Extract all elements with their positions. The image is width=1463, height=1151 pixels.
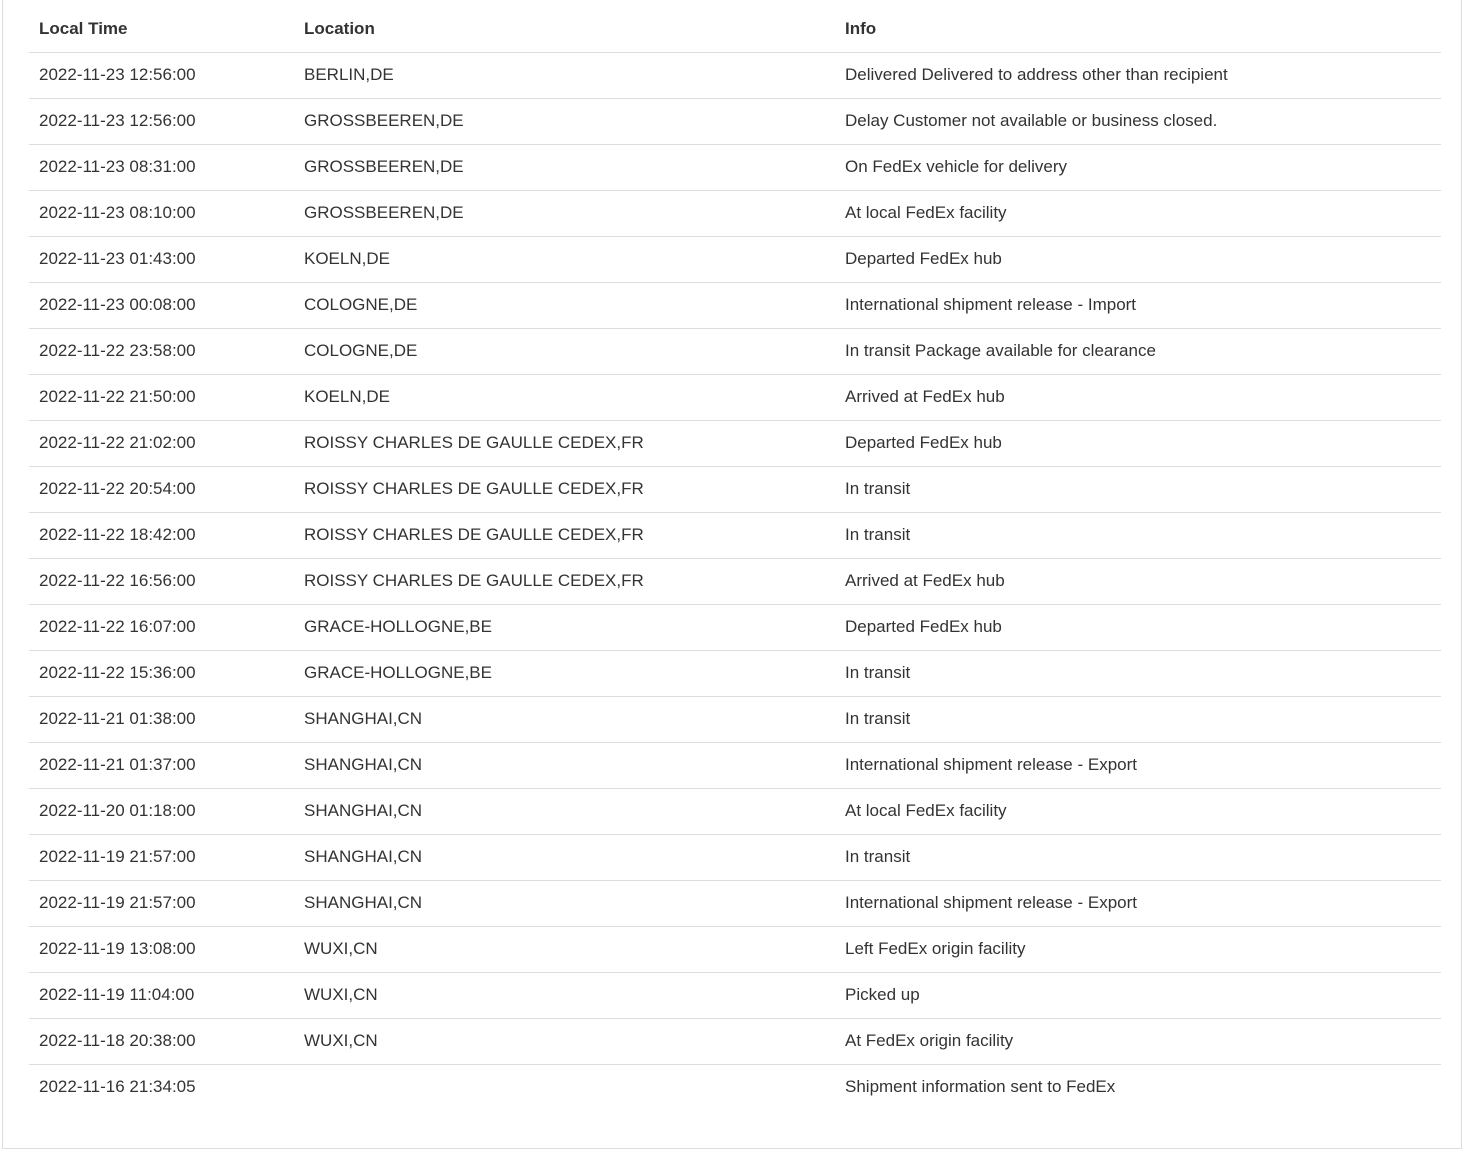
cell-location: KOELN,DE: [294, 236, 835, 282]
cell-local-time: 2022-11-19 13:08:00: [29, 926, 294, 972]
cell-local-time: 2022-11-23 12:56:00: [29, 98, 294, 144]
cell-info: International shipment release - Import: [835, 282, 1441, 328]
table-row: [29, 236, 1441, 282]
table-row: [29, 512, 1441, 558]
cell-local-time: 2022-11-22 20:54:00: [29, 466, 294, 512]
cell-info: At local FedEx facility: [835, 788, 1441, 834]
table-header: [29, 6, 1441, 52]
cell-local-time: 2022-11-16 21:34:05: [29, 1064, 294, 1110]
table-row: [29, 282, 1441, 328]
cell-info: Departed FedEx hub: [835, 604, 1441, 650]
cell-location: SHANGHAI,CN: [294, 696, 835, 742]
cell-location: COLOGNE,DE: [294, 282, 835, 328]
table-row: [29, 466, 1441, 512]
cell-info: On FedEx vehicle for delivery: [835, 144, 1441, 190]
cell-info: International shipment release - Export: [835, 742, 1441, 788]
tracking-history-table: [29, 6, 1441, 1110]
cell-location: WUXI,CN: [294, 972, 835, 1018]
cell-location: KOELN,DE: [294, 374, 835, 420]
cell-info: In transit: [835, 696, 1441, 742]
table-body: [29, 52, 1441, 1110]
cell-info: Picked up: [835, 972, 1441, 1018]
cell-local-time: 2022-11-22 16:07:00: [29, 604, 294, 650]
cell-location: SHANGHAI,CN: [294, 834, 835, 880]
cell-local-time: 2022-11-23 08:10:00: [29, 190, 294, 236]
cell-location: GROSSBEEREN,DE: [294, 190, 835, 236]
cell-location: SHANGHAI,CN: [294, 880, 835, 926]
cell-local-time: 2022-11-22 23:58:00: [29, 328, 294, 374]
tracking-history-panel: [2, 0, 1462, 1149]
table-row: [29, 696, 1441, 742]
cell-local-time: 2022-11-19 11:04:00: [29, 972, 294, 1018]
cell-local-time: 2022-11-23 08:31:00: [29, 144, 294, 190]
table-row: [29, 834, 1441, 880]
cell-location: GRACE-HOLLOGNE,BE: [294, 650, 835, 696]
table-row: [29, 558, 1441, 604]
table-row: [29, 926, 1441, 972]
table-row: [29, 144, 1441, 190]
cell-location: WUXI,CN: [294, 1018, 835, 1064]
cell-info: Delivered Delivered to address other than recipient: [845, 65, 1228, 84]
table-row: [29, 374, 1441, 420]
cell-local-time: 2022-11-21 01:38:00: [29, 696, 294, 742]
table-row: [29, 880, 1441, 926]
table-row: [29, 1018, 1441, 1064]
cell-info: Shipment information sent to FedEx: [835, 1064, 1441, 1110]
cell-location: COLOGNE,DE: [294, 328, 835, 374]
cell-info: Left FedEx origin facility: [835, 926, 1441, 972]
cell-local-time: 2022-11-19 21:57:00: [29, 834, 294, 880]
cell-info: Delay Customer not available or business closed.: [835, 98, 1441, 144]
table-row: [29, 52, 1441, 98]
cell-location: ROISSY CHARLES DE GAULLE CEDEX,FR: [294, 466, 835, 512]
cell-local-time: 2022-11-22 21:50:00: [29, 374, 294, 420]
table-row: [29, 328, 1441, 374]
cell-location: SHANGHAI,CN: [294, 742, 835, 788]
cell-info: International shipment release - Export: [835, 880, 1441, 926]
cell-info: In transit: [835, 512, 1441, 558]
table-row: [29, 650, 1441, 696]
table-row: [29, 1064, 1441, 1110]
cell-local-time: 2022-11-23 01:43:00: [29, 236, 294, 282]
cell-location: BERLIN,DE: [304, 65, 394, 84]
cell-location: WUXI,CN: [294, 926, 835, 972]
cell-info: At local FedEx facility: [835, 190, 1441, 236]
cell-local-time: 2022-11-22 16:56:00: [29, 558, 294, 604]
table-row: [29, 98, 1441, 144]
table-row: [29, 742, 1441, 788]
cell-local-time: 2022-11-20 01:18:00: [29, 788, 294, 834]
cell-local-time: 2022-11-21 01:37:00: [29, 742, 294, 788]
table-row: [29, 604, 1441, 650]
cell-info: At FedEx origin facility: [835, 1018, 1441, 1064]
cell-local-time: 2022-11-18 20:38:00: [29, 1018, 294, 1064]
cell-info: Departed FedEx hub: [835, 236, 1441, 282]
cell-location: GROSSBEEREN,DE: [294, 144, 835, 190]
column-header-info: Info: [835, 6, 1441, 52]
cell-local-time: 2022-11-19 21:57:00: [29, 880, 294, 926]
cell-info: Arrived at FedEx hub: [835, 558, 1441, 604]
cell-location: ROISSY CHARLES DE GAULLE CEDEX,FR: [294, 512, 835, 558]
cell-info: Arrived at FedEx hub: [835, 374, 1441, 420]
cell-location: [294, 1064, 835, 1110]
cell-local-time: 2022-11-22 18:42:00: [29, 512, 294, 558]
table-row: [29, 788, 1441, 834]
cell-location: GRACE-HOLLOGNE,BE: [294, 604, 835, 650]
cell-local-time: 2022-11-23 00:08:00: [29, 282, 294, 328]
cell-local-time: 2022-11-22 21:02:00: [29, 420, 294, 466]
cell-info: In transit: [835, 466, 1441, 512]
table-row: [29, 190, 1441, 236]
column-header-location: Location: [294, 6, 835, 52]
table-row: [29, 420, 1441, 466]
cell-info: In transit Package available for clearance: [835, 328, 1441, 374]
cell-local-time: 2022-11-22 15:36:00: [29, 650, 294, 696]
column-header-local-time: Local Time: [29, 6, 294, 52]
cell-location: ROISSY CHARLES DE GAULLE CEDEX,FR: [294, 558, 835, 604]
cell-location: GROSSBEEREN,DE: [294, 98, 835, 144]
header-row: [29, 6, 1441, 52]
cell-location: ROISSY CHARLES DE GAULLE CEDEX,FR: [294, 420, 835, 466]
table-row: [29, 972, 1441, 1018]
cell-info: Departed FedEx hub: [835, 420, 1441, 466]
cell-info: In transit: [835, 650, 1441, 696]
cell-info: In transit: [835, 834, 1441, 880]
cell-location: SHANGHAI,CN: [294, 788, 835, 834]
cell-local-time: 2022-11-23 12:56:00: [39, 65, 196, 84]
